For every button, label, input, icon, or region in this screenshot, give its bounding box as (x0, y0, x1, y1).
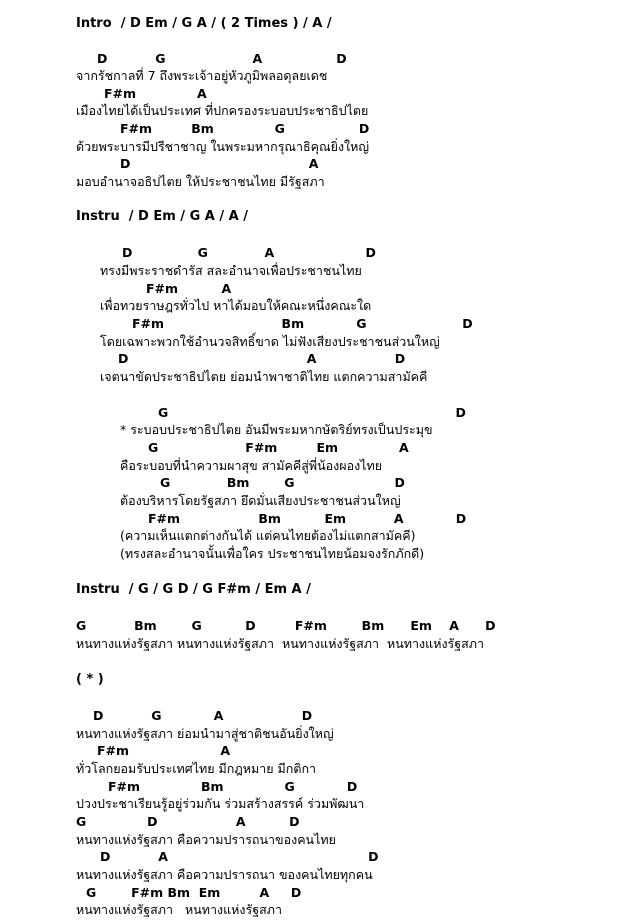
chord-line: G D A D (76, 814, 300, 829)
lyric-line: คือระบอบที่นำความผาสุข สามัคคีสู่พี่น้องผองไทย (120, 458, 383, 473)
lyric-line: โดยเฉพาะพวกใช้อำนวจสิทธิ์ขาด ไม่ฟังเสียงประชาชนส่วนใหญ่ (100, 334, 440, 349)
lyric-line: หนทางแห่งรัฐสภา ย่อมนำมาสู่ชาติชนอันยิ่งใหญ่ (76, 726, 334, 741)
chord-line: G Bm G D (160, 475, 405, 490)
lyric-line: หนทางแห่งรัฐสภา หนทางแห่งรัฐสภา (76, 902, 283, 917)
chord-line: D A D (100, 849, 379, 864)
lyric-line: เพื่อทวยราษฎรทั่วไป หาได้มอบให้คณะหนึ่งคณะใด (100, 298, 372, 313)
chord-line: D A D (118, 351, 406, 366)
lyric-line: เมืองไทยได้เป็นประเทศ ที่ปกครองระบอบประชาธิปไตย (76, 103, 369, 118)
chord-line: G Bm G D F#m Bm Em A D (76, 618, 496, 633)
lyric-line: หนทางแห่งรัฐสภา คือความปรารถนาของคนไทย (76, 832, 336, 847)
lyric-line: จากรัชกาลที่ 7 ถึงพระเจ้าอยู่หัวภูมิพลอดุลยเดช (76, 68, 328, 83)
chord-line: G F#m Em A (148, 440, 409, 455)
lyric-line: (ทรงสละอำนาจนั้นเพื่อใคร ประชาชนไทยน้อมจงรักภักดี) (120, 546, 425, 561)
lyric-line: ด้วยพระบารมีปรีชาชาญ ในพระมหากรุณาธิคุณยิ่งใหญ่ (76, 139, 370, 154)
lyric-line: ต้องบริหารโดยรัฐสภา ยึดมั่นเสียงประชาชนส่วนใหญ่ (120, 493, 401, 508)
lyric-line: ทั่วโลกยอมรับประเทศไทย มีกฎหมาย มีกติกา (76, 761, 317, 776)
chord-line: F#m Bm Em A D (148, 511, 467, 526)
chord-line: F#m A (97, 743, 231, 758)
chord-line: F#m A (104, 86, 207, 101)
chord-line: F#m A (146, 281, 232, 296)
lyric-line: หนทางแห่งรัฐสภา หนทางแห่งรัฐสภา หนทางแห่งรัฐสภา หนทางแห่งรัฐสภา (76, 636, 485, 651)
chord-line: D G A D (93, 708, 313, 723)
lyric-line: * ระบอบประชาธิปไตย อันมีพระมหากษัตริย์ทรงเป็นประมุข (120, 422, 433, 437)
lyric-line: หนทางแห่งรัฐสภา คือความปรารถนา ของคนไทยทุกคน (76, 867, 373, 882)
section-header: Intro / D Em / G A / ( 2 Times ) / A / (76, 16, 332, 31)
chord-line: G F#m Bm Em A D (86, 885, 302, 900)
chord-line: G D (158, 405, 466, 420)
lyric-line: ทรงมีพระราชดำรัส สละอำนาจเพื่อประชาชนไทย (100, 263, 362, 278)
lyric-line: (ความเห็นแตกต่างกันได้ แต่คนไทยต้องไม่แตกสามัคคี) (120, 528, 416, 543)
lyric-line: ปวงประชาเรียนรู้อยู่ร่วมกัน ร่วมสร้างสรรค์ ร่วมพัฒนา (76, 796, 365, 811)
section-header: ( * ) (76, 672, 104, 687)
chord-line: D A (120, 156, 319, 171)
lyric-line: เจตนาขัดประชาธิปไตย ย่อมนำพาชาติไทย แตกความสามัคคี (100, 369, 428, 384)
lyric-line: มอบอำนาจอธิปไตย ให้ประชาชนไทย มีรัฐสภา (76, 174, 325, 189)
chord-line: F#m Bm G D (120, 121, 370, 136)
chord-line: F#m Bm G D (132, 316, 473, 331)
chord-line: F#m Bm G D (108, 779, 358, 794)
chord-line: D G A D (97, 51, 347, 66)
section-header: Instru / D Em / G A / A / (76, 209, 248, 224)
section-header: Instru / G / G D / G F#m / Em A / (76, 582, 311, 597)
chord-line: D G A D (122, 245, 376, 260)
